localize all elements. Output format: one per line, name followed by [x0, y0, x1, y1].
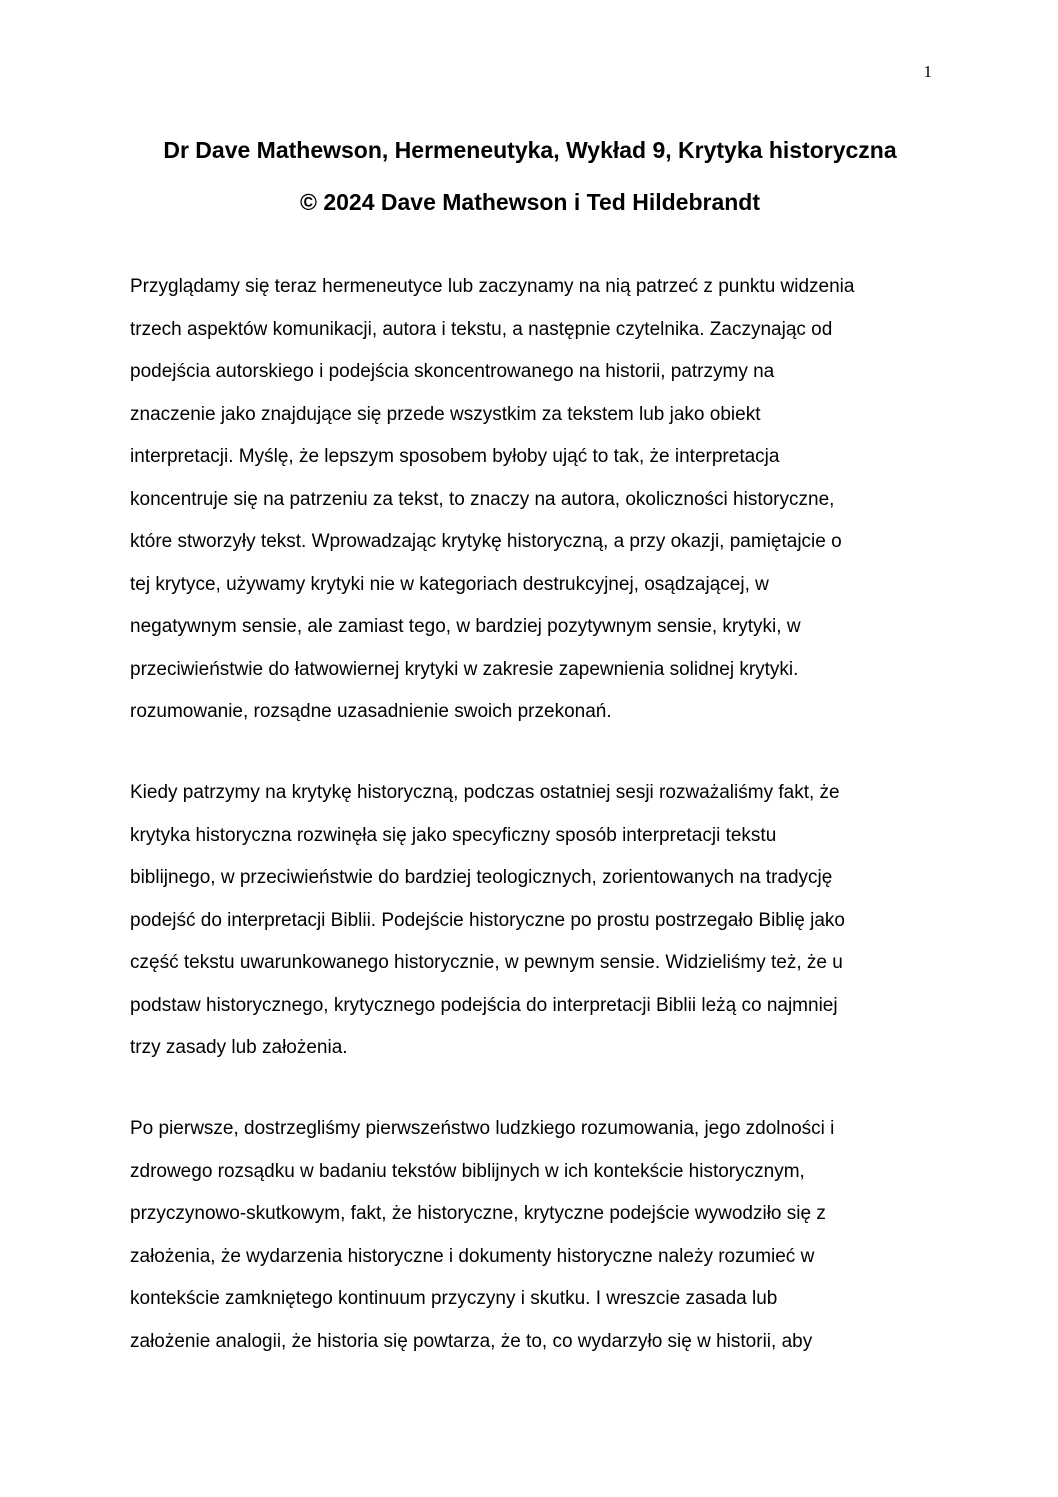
- paragraph-line: krytyka historyczna rozwinęła się jako specyficzny sposób interpretacji tekstu: [130, 824, 777, 846]
- paragraph-line: Kiedy patrzymy na krytykę historyczną, podczas ostatniej sesji rozważaliśmy fakt, że: [130, 782, 840, 803]
- paragraph-line: podejść do interpretacji Biblii. Podejście historyczne po prostu postrzegało Biblię jako: [130, 909, 845, 931]
- paragraph-line: założenie analogii, że historia się powtarza, że to, co wydarzyło się w historii, aby: [130, 1330, 813, 1352]
- title-line-1: Dr Dave Mathewson, Hermeneutyka, Wykład 9, Krytyka historyczna: [163, 137, 897, 163]
- paragraph-line: interpretacji. Myślę, że lepszym sposobem byłoby ująć to tak, że interpretacja: [130, 446, 780, 467]
- page-number: 1: [923, 62, 932, 81]
- paragraph-2: [130, 772, 950, 1070]
- paragraph-line: zdrowego rozsądku w badaniu tekstów biblijnych w ich kontekście historycznym,: [130, 1160, 805, 1182]
- paragraph-line: trzy zasady lub założenia.: [130, 1037, 348, 1058]
- paragraph-line: przyczynowo-skutkowym, fakt, że historyczne, krytyczne podejście wywodziło się z: [130, 1203, 826, 1224]
- paragraph-line: założenia, że wydarzenia historyczne i dokumenty historyczne należy rozumieć w: [130, 1245, 815, 1267]
- paragraph-line: Po pierwsze, dostrzegliśmy pierwszeństwo ludzkiego rozumowania, jego zdolności i: [130, 1118, 835, 1139]
- paragraph-line: część tekstu uwarunkowanego historycznie, w pewnym sensie. Widzieliśmy też, że u: [130, 952, 843, 973]
- paragraph-line: Przyglądamy się teraz hermeneutyce lub zaczynamy na nią patrzeć z punktu widzenia: [130, 276, 855, 297]
- paragraph-line: biblijnego, w przeciwieństwie do bardziej teologicznych, zorientowanych na tradycję: [130, 867, 833, 888]
- paragraph-line: przeciwieństwie do łatwowiernej krytyki w zakresie zapewnienia solidnej krytyki.: [130, 658, 799, 680]
- title-line-2: © 2024 Dave Mathewson i Ted Hildebrandt: [299, 189, 761, 215]
- paragraph-line: koncentruje się na patrzeniu za tekst, to znaczy na autora, okoliczności historyczne,: [130, 488, 835, 510]
- paragraph-line: podejścia autorskiego i podejścia skoncentrowanego na historii, patrzymy na: [130, 361, 775, 382]
- paragraph-line: negatywnym sensie, ale zamiast tego, w bardziej pozytywnym sensie, krytyki, w: [130, 616, 801, 637]
- paragraph-line: znaczenie jako znajdujące się przede wszystkim za tekstem lub jako obiekt: [130, 403, 761, 425]
- paragraph-line: tej krytyce, używamy krytyki nie w kategoriach destrukcyjnej, osądzającej, w: [130, 573, 769, 595]
- paragraph-line: kontekście zamkniętego kontinuum przyczyny i skutku. I wreszcie zasada lub: [130, 1288, 778, 1309]
- paragraph-line: rozumowanie, rozsądne uzasadnienie swoich przekonań.: [130, 701, 612, 722]
- paragraph-1: [130, 266, 950, 734]
- paragraph-line: podstaw historycznego, krytycznego podejścia do interpretacji Biblii leżą co najmniej: [130, 994, 838, 1016]
- paragraph-line: które stworzyły tekst. Wprowadzając krytykę historyczną, a przy okazji, pamiętajcie o: [130, 531, 842, 552]
- paragraph-3: [130, 1108, 950, 1363]
- document-title: [100, 124, 960, 228]
- paragraph-line: trzech aspektów komunikacji, autora i tekstu, a następnie czytelnika. Zaczynając od: [130, 318, 833, 340]
